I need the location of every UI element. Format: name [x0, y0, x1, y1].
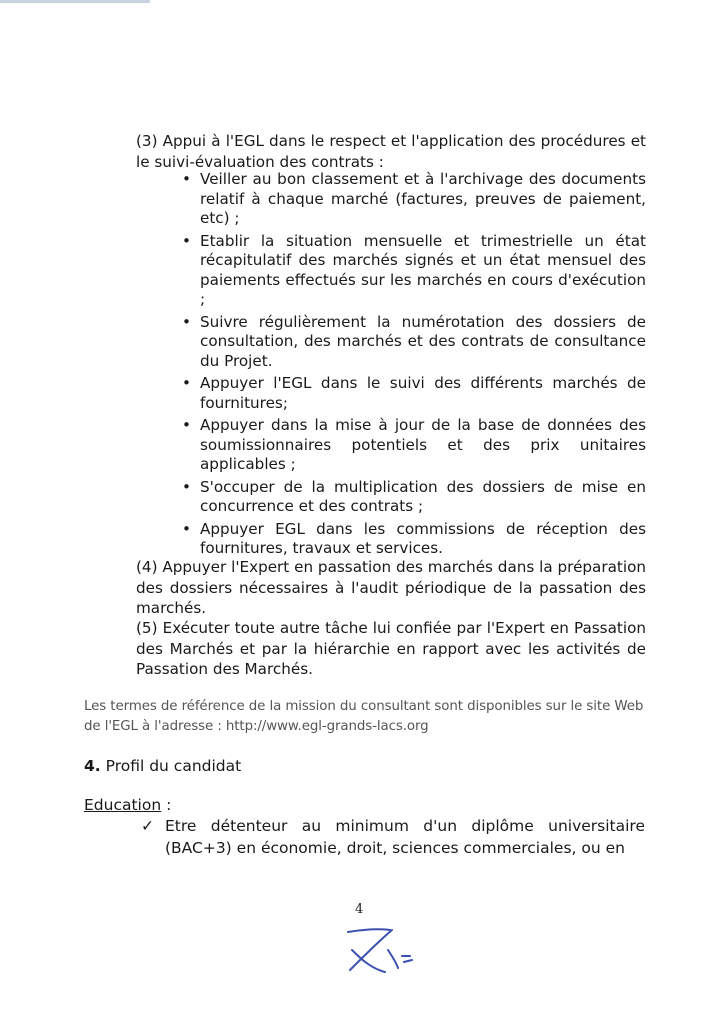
bullet-text: Appuyer dans la mise à jour de la base de données des soumissionnaires potentiels et des prix unitaires applicables ;: [200, 416, 646, 473]
section-title: Profil du candidat: [105, 757, 242, 775]
bullet-text: Appuyer EGL dans les commissions de réception des fournitures, travaux et services.: [200, 519, 646, 557]
bullet-icon: •: [182, 312, 191, 331]
section-number: 4.: [84, 757, 101, 775]
education-item-text: Etre détenteur au minimum d'un diplôme universitaire (BAC+3) en économie, droit, sciences commerciales, ou en: [165, 817, 645, 857]
bullet-text: Suivre régulièrement la numérotation des dossiers de consultation, des marchés et des contrats de consultance du Projet.: [200, 312, 646, 370]
education-heading: [84, 795, 171, 815]
bullet-text: S'occuper de la multiplication des dossiers de mise en concurrence et des contrats ;: [200, 477, 646, 515]
bullet-icon: •: [182, 519, 191, 538]
bullet-text: Etablir la situation mensuelle et trimestrielle un état récapitulatif des marchés signés et un état mensuel des paiements effectués sur les marchés en cours d'exécution ;: [200, 231, 646, 308]
bullet-icon: •: [182, 231, 191, 250]
bullet-item: [182, 520, 646, 559]
education-item: [141, 815, 645, 859]
item-text: Exécuter toute autre tâche lui confiée par l'Expert en Passation des Marchés et par la hiérarchie en rapport avec les activités de Passation des Marchés.: [136, 619, 646, 678]
signature-initials: [330, 920, 430, 980]
terms-note: Les termes de référence de la mission du consultant sont disponibles sur le site Web de l'EGL à l'adresse : http://www.egl-grands-lacs.org: [84, 699, 644, 734]
list-item-5: [136, 618, 646, 680]
bullet-text: Veiller au bon classement et à l'archivage des documents relatif à chaque marché (factures, preuves de paiement, etc) ;: [200, 170, 646, 227]
bullet-item: [182, 478, 646, 517]
item-number: (5): [136, 619, 158, 637]
item-number: (4): [136, 558, 158, 576]
bullet-icon: •: [182, 170, 191, 188]
bullet-icon: •: [182, 416, 191, 434]
bullet-icon: •: [182, 374, 191, 392]
item-number: (3): [136, 132, 158, 150]
item-text: Appui à l'EGL dans le respect et l'application des procédures et le suivi-évaluation des contrats :: [136, 132, 646, 171]
education-label: Education: [84, 796, 162, 814]
bullet-item: [182, 313, 646, 372]
check-icon: ✓: [141, 817, 154, 835]
education-suffix: :: [161, 796, 172, 814]
item-text: Appuyer l'Expert en passation des marchés dans la préparation des dossiers nécessaires à l'audit périodique de la passation des marchés.: [136, 558, 647, 617]
bullet-text: Appuyer l'EGL dans le suivi des différents marchés de fournitures;: [200, 374, 646, 412]
bullet-item: [182, 232, 646, 310]
bullet-icon: •: [182, 477, 191, 496]
section-heading: [84, 756, 241, 776]
list-item-4: [136, 557, 646, 619]
scan-artifact: [0, 0, 150, 3]
bullet-item: [182, 374, 646, 413]
bullet-item: [182, 170, 646, 229]
bullet-item: [182, 416, 646, 475]
list-item-3: [136, 131, 646, 172]
page-number: 4: [355, 902, 364, 917]
bullet-list: [182, 170, 646, 562]
